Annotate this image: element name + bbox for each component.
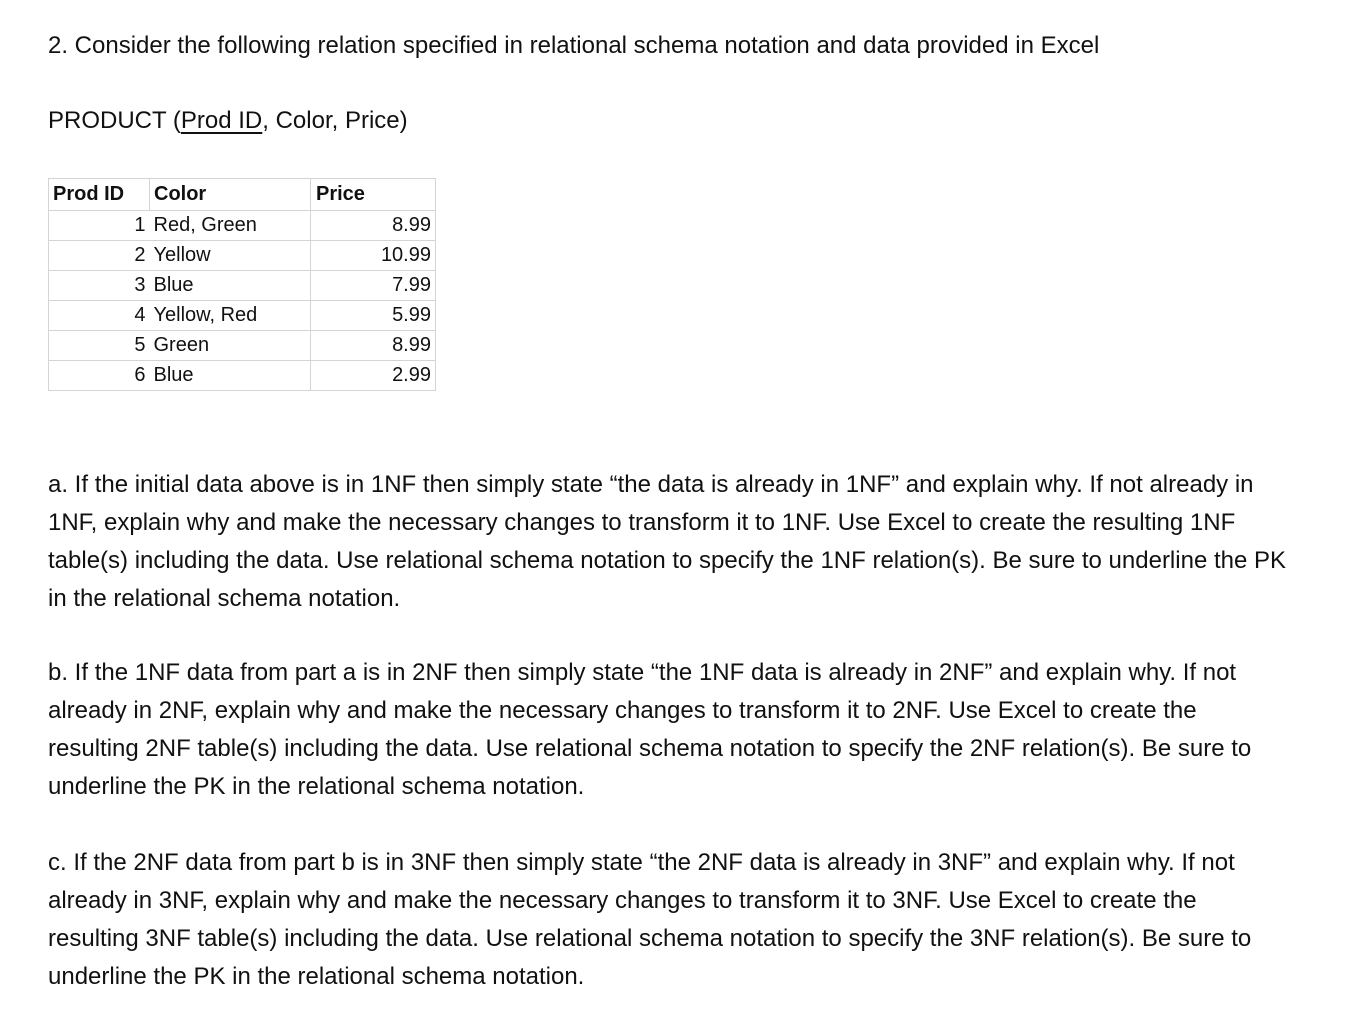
cell-price: 8.99	[311, 331, 436, 361]
cell-price: 2.99	[311, 361, 436, 391]
cell-prod-id: 2	[49, 241, 150, 271]
relational-schema	[48, 105, 408, 137]
cell-price: 10.99	[311, 241, 436, 271]
cell-color: Blue	[150, 361, 311, 391]
table-row	[49, 271, 436, 301]
cell-color: Green	[150, 331, 311, 361]
question-heading: 2. Consider the following relation specified in relational schema notation and data provided in Excel	[48, 32, 1100, 59]
cell-color: Blue	[150, 271, 311, 301]
header-prod-id: Prod ID	[49, 179, 150, 211]
table-row	[49, 211, 436, 241]
cell-prod-id: 5	[49, 331, 150, 361]
relation-attributes: , Color, Price)	[262, 107, 408, 134]
cell-prod-id: 1	[49, 211, 150, 241]
cell-color: Red, Green	[150, 211, 311, 241]
header-color: Color	[150, 179, 311, 211]
cell-price: 5.99	[311, 301, 436, 331]
part-b-paragraph: b. If the 1NF data from part a is in 2NF then simply state “the 1NF data is already in 2NF” and explain why. If not already in 2NF, explain why and make the necessary changes to transform it to 2NF. Use Excel to create the resulting 2NF table(s) including the data. Use relational schema notation to specify the 2NF relation(s). Be sure to underline the PK in the relational schema notation.	[48, 659, 1252, 800]
table-row	[49, 241, 436, 271]
cell-prod-id: 6	[49, 361, 150, 391]
cell-price: 7.99	[311, 271, 436, 301]
table-row	[49, 331, 436, 361]
table-row	[49, 301, 436, 331]
cell-prod-id: 3	[49, 271, 150, 301]
table-header-row	[49, 179, 436, 211]
cell-prod-id: 4	[49, 301, 150, 331]
part-c-paragraph: c. If the 2NF data from part b is in 3NF then simply state “the 2NF data is already in 3NF” and explain why. If not already in 3NF, explain why and make the necessary changes to transform it to 3NF. Use Excel to create the resulting 3NF table(s) including the data. Use relational schema notation to specify the 3NF relation(s). Be sure to underline the PK in the relational schema notation.	[48, 849, 1252, 990]
header-price: Price	[311, 179, 436, 211]
part-a-paragraph: a. If the initial data above is in 1NF then simply state “the data is already in 1NF” and explain why. If not already in 1NF, explain why and make the necessary changes to transform it to 1NF. Use Excel to create the resulting 1NF table(s) including the data. Use relational schema notation to specify the 1NF relation(s). Be sure to underline the PK in the relational schema notation.	[48, 471, 1287, 612]
primary-key: Prod ID	[180, 107, 263, 134]
cell-color: Yellow	[150, 241, 311, 271]
table-row	[49, 361, 436, 391]
cell-color: Yellow, Red	[150, 301, 311, 331]
product-table	[48, 178, 436, 391]
cell-price: 8.99	[311, 211, 436, 241]
relation-name: PRODUCT (	[48, 107, 181, 134]
